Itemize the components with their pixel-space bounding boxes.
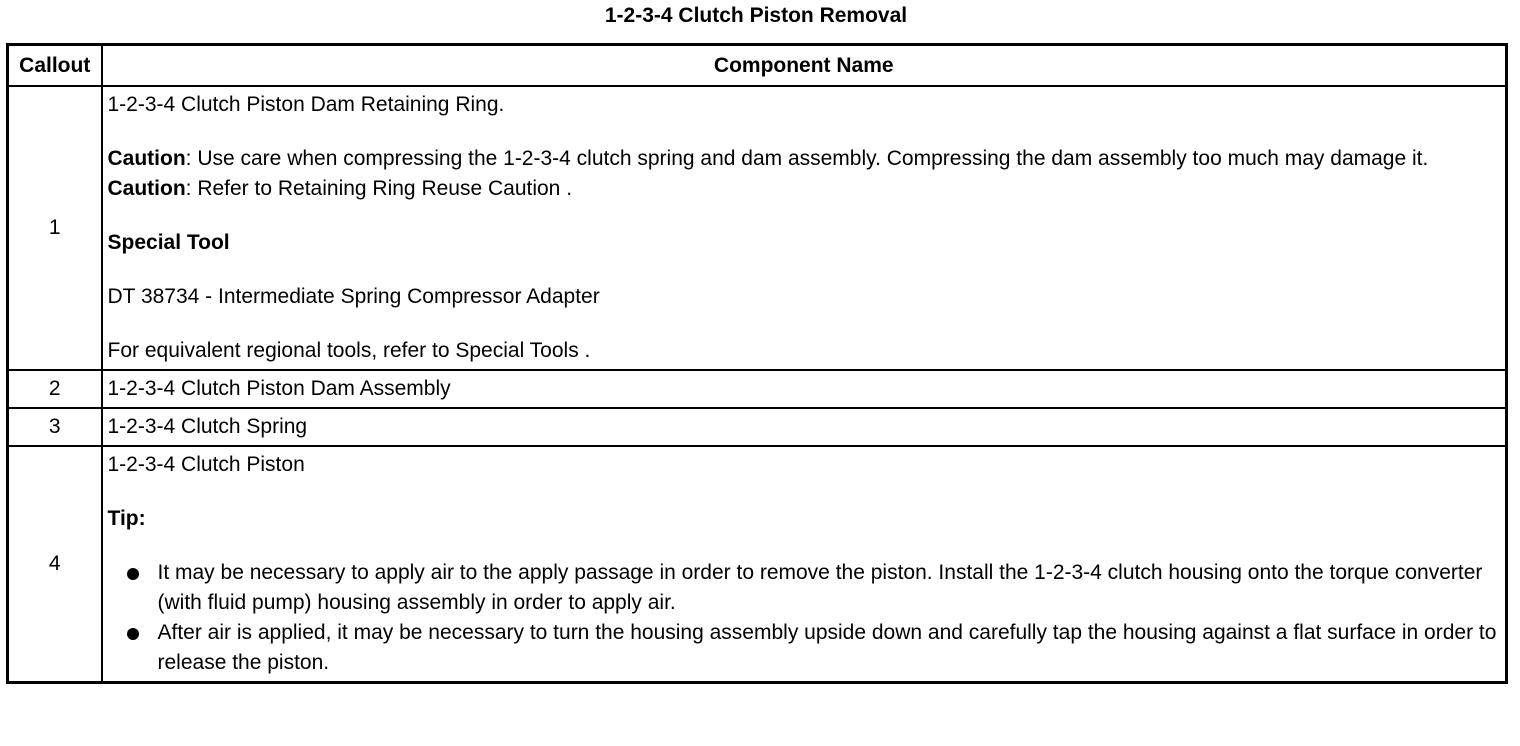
spacer [108,120,1498,144]
tip-item [108,558,1498,618]
tip-item [108,618,1498,678]
component-name: 1-2-3-4 Clutch Piston Dam Retaining Ring. [107,93,505,116]
table-row [8,408,1507,446]
component-name: 1-2-3-4 Clutch Piston Dam Assembly [107,377,451,400]
callout-number: 4 [8,446,102,683]
callout-number: 2 [8,370,102,408]
table-row [8,370,1507,408]
special-tool-heading: Special Tool [107,231,230,254]
caution-text: : Refer to Retaining Ring Reuse Caution . [185,177,573,200]
header-callout: Callout [8,45,102,87]
component-name: 1-2-3-4 Clutch Piston [107,453,305,476]
spacer [108,312,1498,336]
spacer [108,258,1498,282]
component-cell [102,446,1507,683]
header-component-name: Component Name [102,45,1507,87]
spacer [108,480,1498,504]
spacer [108,534,1498,558]
page-title: 1-2-3-4 Clutch Piston Removal [604,4,908,27]
callout-number: 1 [8,86,102,370]
component-cell [102,370,1507,408]
regional-tools-note: For equivalent regional tools, refer to Special Tools . [107,339,591,362]
caution-text: : Use care when compressing the 1-2-3-4 clutch spring and dam assembly. Compressing the dam assembly too much may damage it. [185,147,1429,170]
component-cell [102,408,1507,446]
bullet-icon [127,568,139,580]
caution-note [108,144,1498,174]
component-name: 1-2-3-4 Clutch Spring [107,415,308,438]
table-row [8,86,1507,370]
callout-table [6,43,1508,684]
callout-number: 3 [8,408,102,446]
caution-label: Caution [107,177,186,200]
component-cell [102,86,1507,370]
tip-text: After air is applied, it may be necessary to turn the housing assembly upside down and carefully tap the housing against a flat surface in order to release the piston. [157,621,1497,674]
bullet-icon [127,628,139,640]
caution-note [108,174,1498,204]
table-header-row [8,45,1507,87]
caution-label: Caution [107,147,186,170]
tip-label: Tip: [107,507,146,530]
special-tool-name: DT 38734 - Intermediate Spring Compressor Adapter [107,285,600,308]
spacer [108,204,1498,228]
tip-text: It may be necessary to apply air to the apply passage in order to remove the piston. Install the 1-2-3-4 clutch housing onto the torque converter (with fluid pump) housing assembly in order to apply air. [157,561,1483,614]
tip-list [108,558,1498,678]
table-row [8,446,1507,683]
